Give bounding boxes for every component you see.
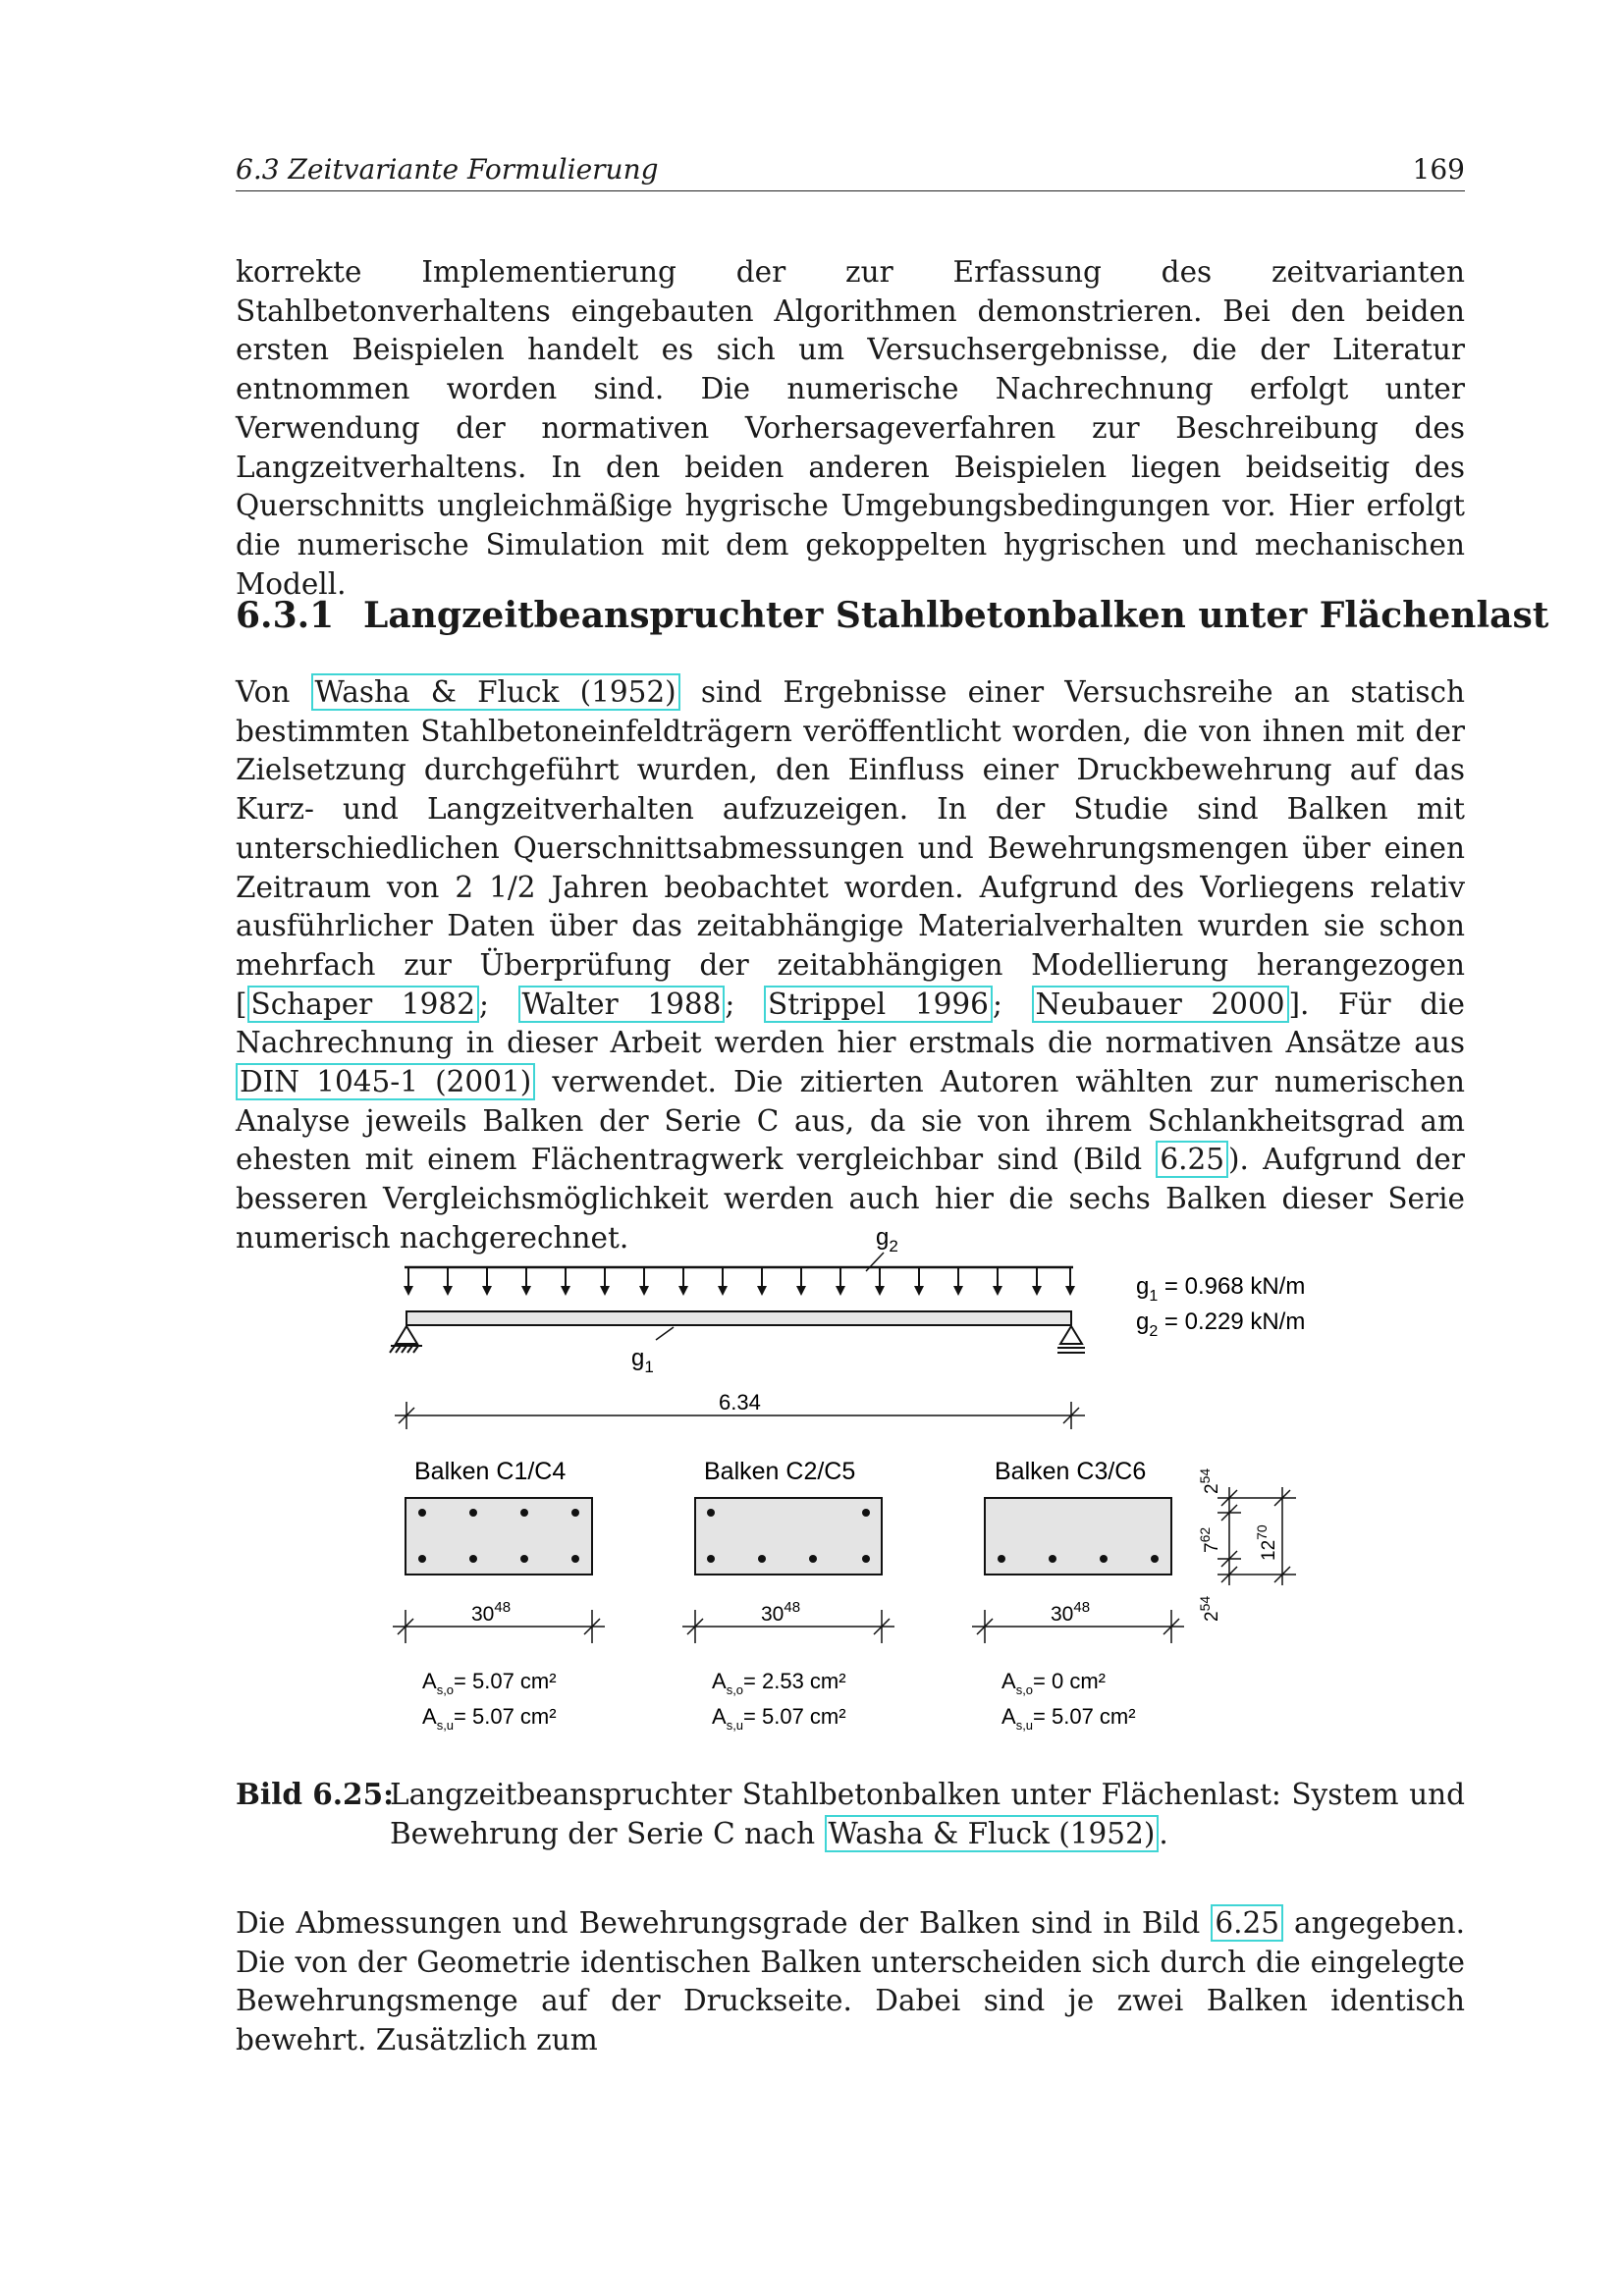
- total-height-dimension: $12^{70}$: [1254, 1524, 1279, 1561]
- cross-section-c1-c4: [393, 1458, 605, 1733]
- bar-spacing-dimension: $7^{62}$: [1197, 1526, 1222, 1553]
- text-run: sind Ergebnisse einer Versuchsreihe an statisch bestimmten Stahlbetoneinfeldträgern veröffentlicht worden, die von ihnen mit der Zielsetzung durchgeführt wurden, den Einfluss einer Druckbewehrung auf das Kurz- und Langzeitverhalten aufzuzeigen. In der Studie sind Balken mit unterschiedlichen Querschnittsabmessungen und Bewehrungsmengen über einen Zeitraum von 2 1/2 Jahren beobachtet worden. Aufgrund des Vorliegens relativ ausführlicher Daten über das zeitabhängige Materialverhalten wurden sie schon mehrfach zur Überprüfung der zeitabhängigen Modellierung herangezogen [: [236, 675, 1466, 1021]
- text-run: .: [1159, 1817, 1168, 1850]
- text-run: ;: [992, 987, 1032, 1021]
- roller-support-right: [1057, 1326, 1085, 1353]
- header-section-title: 6.3 Zeitvariante Formulierung: [236, 153, 659, 186]
- reinforcement-bottom-c1-c4: $A_{s,u}= 5.07$ cm²: [422, 1704, 557, 1733]
- load-g2-value: $g_2 = 0.229$ kN/m: [1136, 1308, 1306, 1340]
- figure-link-6-25[interactable]: 6.25: [1156, 1141, 1228, 1178]
- paragraph-dimensions: [236, 1904, 1465, 2060]
- text-run: Die Abmessungen und Bewehrungsgrade der Balken sind in Bild: [236, 1906, 1212, 1940]
- cross-section-c3-c6: [972, 1458, 1184, 1733]
- paragraph-washa-fluck: [236, 673, 1465, 1258]
- text-run: angegeben. Die von der Geometrie identischen Balken unterscheiden sich durch die eingelegte Bewehrungsmenge auf der Druckseite. Dabei sind je zwei Balken identisch bewehrt. Zusätzlich zum: [236, 1906, 1465, 2057]
- figure-link-6-25-second[interactable]: 6.25: [1211, 1904, 1283, 1942]
- section-title-c1-c4: Balken C1/C4: [414, 1458, 567, 1485]
- section-title-c2-c5: Balken C2/C5: [704, 1458, 856, 1485]
- caption-text: [390, 1775, 1465, 1853]
- svg-text:g1: [631, 1345, 654, 1376]
- distributed-load-g2: [404, 1224, 1075, 1296]
- g2-subscript: 2: [889, 1237, 898, 1255]
- citation-link-washa-fluck[interactable]: Washa & Fluck (1952): [311, 673, 680, 711]
- page-number: 169: [1412, 153, 1465, 186]
- pin-support-left: [390, 1326, 422, 1353]
- section-number: 6.3.1: [236, 595, 335, 636]
- text-run: ;: [478, 987, 518, 1021]
- width-label-c1-c4: $30^{48}$: [471, 1599, 512, 1626]
- g1-subscript: 1: [644, 1358, 654, 1376]
- reinforcement-bottom-c2-c5: $A_{s,u}= 5.07$ cm²: [712, 1704, 846, 1733]
- cover-top-dimension: $2^{54}$: [1197, 1468, 1222, 1494]
- citation-link-strippel[interactable]: Strippel 1996: [764, 986, 993, 1023]
- running-header: [236, 151, 1465, 191]
- text-run: Langzeitbeanspruchter Stahlbetonbalken unter Flächenlast: System und Bewehrung der Serie C nach: [390, 1778, 1465, 1850]
- citation-link-schaper[interactable]: Schaper 1982: [247, 986, 479, 1023]
- cover-bottom-dimension: $2^{54}$: [1197, 1595, 1222, 1622]
- text-run: Von: [236, 675, 311, 709]
- citation-link-neubauer[interactable]: Neubauer 2000: [1032, 986, 1289, 1023]
- width-label-c2-c5: $30^{48}$: [761, 1599, 801, 1626]
- text-run: ;: [725, 987, 764, 1021]
- cross-section-c2-c5: [682, 1458, 894, 1733]
- reinforcement-bottom-c3-c6: $A_{s,u}= 5.07$ cm²: [1001, 1704, 1136, 1733]
- citation-link-din[interactable]: DIN 1045-1 (2001): [236, 1063, 535, 1100]
- g1-label: g: [631, 1345, 645, 1371]
- section-title: Langzeitbeanspruchter Stahlbetonbalken unter Flächenlast: [363, 595, 1549, 636]
- width-label-c3-c6: $30^{48}$: [1051, 1599, 1091, 1626]
- g2-label: g: [876, 1224, 890, 1251]
- reinforcement-top-c1-c4: $A_{s,o}= 5.07$ cm²: [422, 1669, 557, 1697]
- caption-label: Bild 6.25:: [236, 1777, 394, 1811]
- citation-link-washa-fluck-caption[interactable]: Washa & Fluck (1952): [825, 1815, 1160, 1852]
- paragraph-intro: korrekte Implementierung der zur Erfassung des zeitvarianten Stahlbetonverhaltens eingebauten Algorithmen demonstrieren. Bei den beiden ersten Beispielen handelt es sich um Versuchsergebnisse, die der Literatur entnommen worden sind. Die numerische Nachrechnung erfolgt unter Verwendung der normativen Vorhersageverfahren zur Beschreibung des Langzeitverhaltens. In den beiden anderen Beispielen liegen beidseitig des Querschnitts ungleichmäßige hygrische Umgebungsbedingungen vor. Hier erfolgt die numerische Simulation mit dem gekoppelten hygrischen und mechanischen Modell.: [236, 255, 1465, 601]
- reinforcement-top-c3-c6: $A_{s,o}=$ 0 cm²: [1001, 1669, 1106, 1697]
- beam: [406, 1311, 1071, 1376]
- text-run: ]. Für die Nachrechnung in dieser Arbeit werden hier erstmals die normativen Ansätze aus: [236, 987, 1465, 1060]
- text-run: verwendet. Die zitierten Autoren wählten zur numerischen Analyse jeweils Balken der Serie C aus, da sie von ihrem Schlankheitsgrad am ehesten mit einem Flächentragwerk vergleichbar sind (Bild: [236, 1065, 1465, 1177]
- citation-link-walter[interactable]: Walter 1988: [518, 986, 726, 1023]
- svg-text:g2: [876, 1224, 898, 1255]
- span-length-label: 6.34: [719, 1390, 761, 1415]
- figure-beam-system: [236, 1207, 1465, 1757]
- reinforcement-top-c2-c5: $A_{s,o}= 2.53$ cm²: [712, 1669, 846, 1697]
- figure-caption: [236, 1775, 1465, 1853]
- text-run: ). Aufgrund der besseren Vergleichsmöglichkeit werden auch hier die sechs Balken dieser Serie numerisch nachgerechnet.: [236, 1143, 1465, 1255]
- load-g1-value: $g_1 = 0.968$ kN/m: [1136, 1273, 1306, 1305]
- section-title-c3-c6: Balken C3/C6: [995, 1458, 1147, 1485]
